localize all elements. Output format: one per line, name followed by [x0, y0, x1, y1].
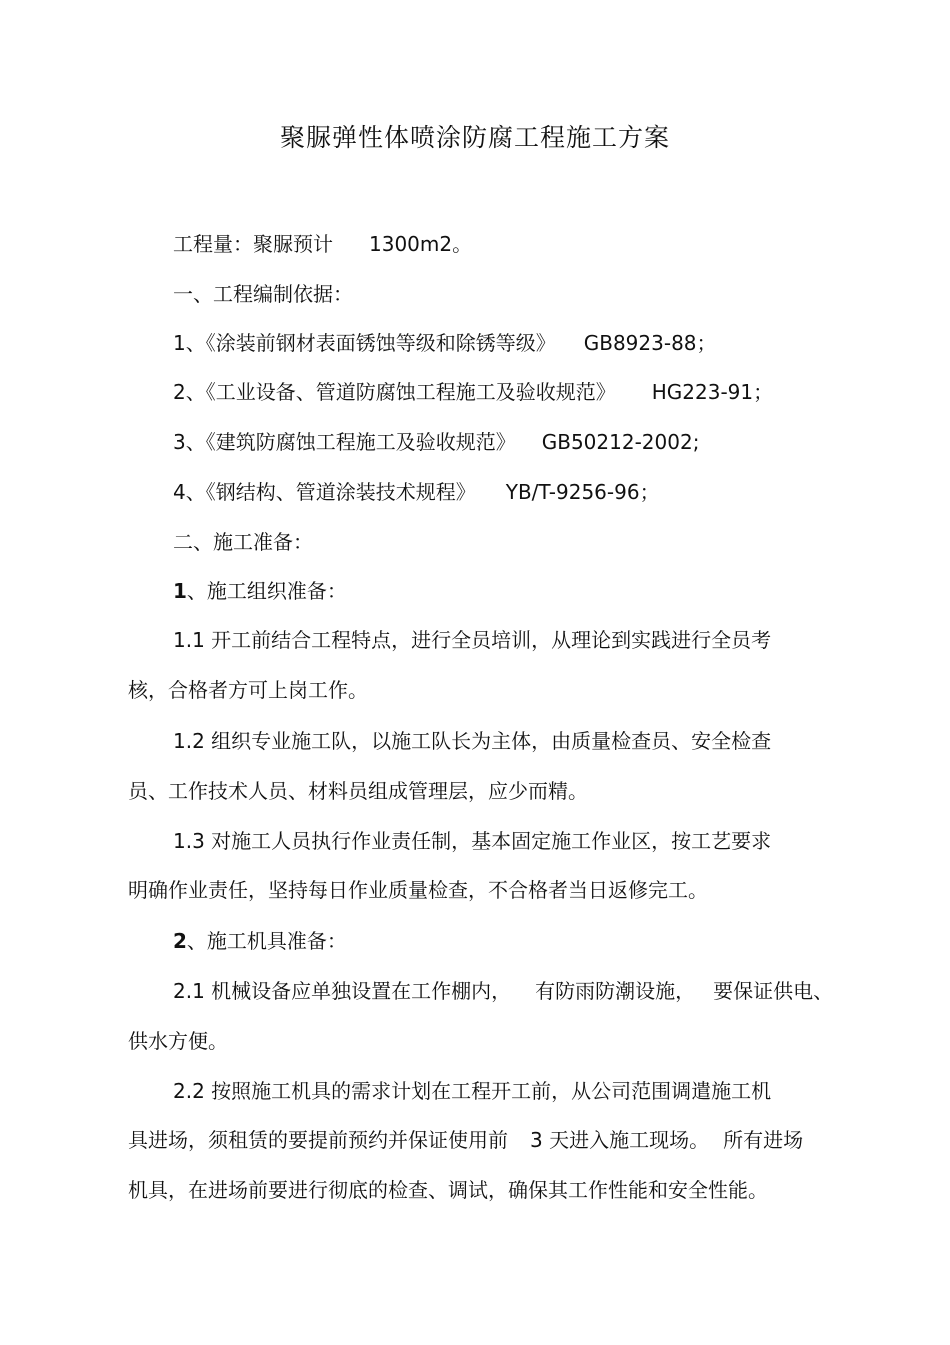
basis-item-num: 2、: [173, 380, 206, 404]
quantity-label: 工程量：聚脲预计: [173, 232, 333, 256]
basis-item-code: GB50212-2002;: [541, 430, 700, 454]
paragraph-2-2-line-3: 机具，在进场前要进行彻底的检查、调试，确保其工作性能和安全性能。: [128, 1178, 768, 1202]
sub1-heading: [173, 575, 347, 607]
paragraph-1-2-line-1: 1.2 组织专业施工队，以施工队长为主体，由质量检查员、安全检查: [173, 729, 772, 753]
paragraph-1-3-line-2: 明确作业责任，坚持每日作业质量检查，不合格者当日返修完工。: [128, 878, 708, 902]
section2-heading: 二、施工准备：: [173, 530, 313, 554]
basis-item-num: 4、: [173, 480, 206, 504]
basis-item-num: 1、: [173, 331, 206, 355]
paragraph-1-1-line-2: 核，合格者方可上岗工作。: [128, 678, 368, 702]
basis-item-2: [173, 376, 773, 408]
sub1-label: 、施工组织准备：: [186, 579, 347, 603]
basis-item-code: HG223-91；: [651, 380, 774, 404]
basis-item-1: [173, 327, 717, 359]
basis-item-name: 《建筑防腐蚀工程施工及验收规范》: [205, 430, 516, 454]
paragraph-2-2-part-b: 3 天进入施工现场。: [530, 1128, 710, 1152]
sub1-number: 1: [173, 579, 187, 603]
paragraph-2-2-line-2: [128, 1124, 803, 1156]
paragraph-1-1-line-1: 1.1 开工前结合工程特点，进行全员培训，从理论到实践进行全员考: [173, 628, 772, 652]
basis-item-code: YB/T-9256-96；: [505, 480, 660, 504]
quantity-value: 1300m2。: [369, 232, 473, 256]
paragraph-2-1-line-1: [173, 975, 833, 1007]
sub2-label: 、施工机具准备：: [186, 929, 347, 953]
quantity-line: [173, 228, 472, 260]
paragraph-1-3-line-1: 1.3 对施工人员执行作业责任制，基本固定施工作业区，按工艺要求: [173, 829, 772, 853]
paragraph-2-2-line-1: 2.2 按照施工机具的需求计划在工程开工前，从公司范围调遣施工机: [173, 1079, 772, 1103]
paragraph-2-1-line-2: 供水方便。: [128, 1029, 228, 1053]
basis-item-4: [173, 476, 660, 508]
basis-item-num: 3、: [173, 430, 206, 454]
basis-item-code: GB8923-88；: [583, 331, 717, 355]
document-title: 聚脲弹性体喷涂防腐工程施工方案: [279, 123, 670, 152]
basis-item-3: [173, 426, 699, 458]
paragraph-1-2-line-2: 员、工作技术人员、材料员组成管理层，应少而精。: [128, 779, 588, 803]
paragraph-2-2-part-a: 具进场，须租赁的要提前预约并保证使用前: [128, 1128, 508, 1152]
basis-item-name: 《钢结构、管道涂装技术规程》: [205, 480, 476, 504]
section1-heading: 一、工程编制依据：: [173, 282, 353, 306]
basis-item-name: 《工业设备、管道防腐蚀工程施工及验收规范》: [205, 380, 616, 404]
basis-item-name: 《涂装前钢材表面锈蚀等级和除锈等级》: [205, 331, 556, 355]
paragraph-2-1-part-c: 要保证供电、: [713, 979, 834, 1003]
sub2-heading: [173, 925, 347, 957]
paragraph-2-1-part-b: 有防雨防潮设施，: [535, 979, 696, 1003]
sub2-number: 2: [173, 929, 187, 953]
paragraph-2-1-part-a: 2.1 机械设备应单独设置在工作棚内，: [173, 979, 512, 1003]
paragraph-2-2-part-c: 所有进场: [723, 1128, 804, 1152]
